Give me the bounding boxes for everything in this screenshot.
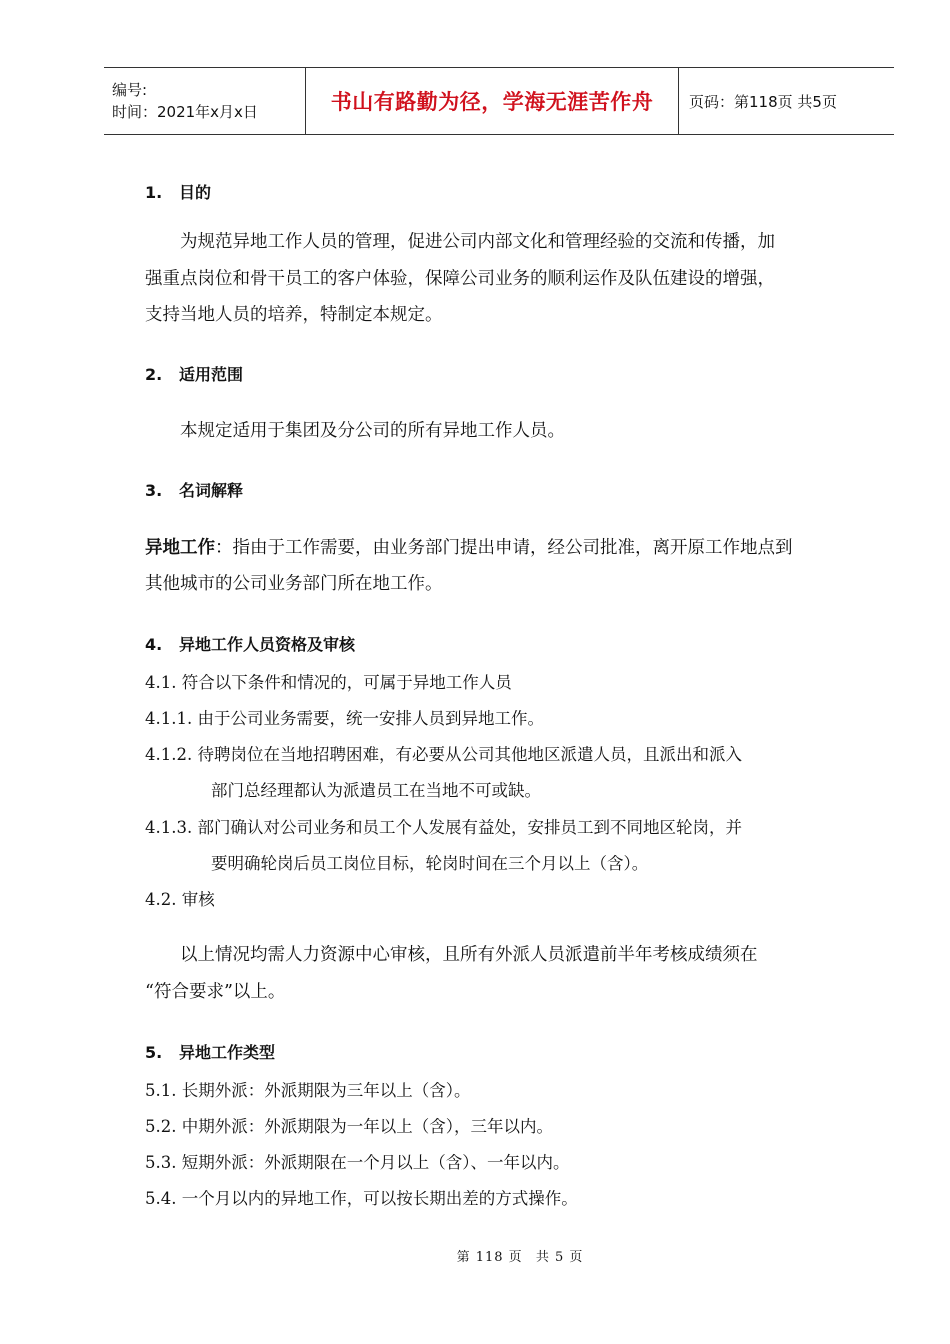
section-title: 名词解释 [179,481,244,500]
item-4-1-2-line-1: 4.1.2. 待聘岗位在当地招聘困难，有必要从公司其他地区派遣人员，且派出和派入 [145,745,742,764]
section-1-line-2: 强重点岗位和骨干员工的客户体验，保障公司业务的顺利运作及队伍建设的增强， [145,269,775,289]
header-motto: 书山有路勤为径，学海无涯苦作舟 [306,68,679,134]
section-1-heading [145,180,211,203]
item-5-3: 5.3. 短期外派：外派期限在一个月以上（含）、一年以内。 [145,1153,570,1172]
section-title: 异地工作类型 [179,1043,276,1062]
section-2-text: 本规定适用于集团及分公司的所有异地工作人员。 [180,421,565,441]
code-label: 编号: [112,81,148,99]
header-meta [104,68,306,134]
section-4-heading [145,632,355,655]
definition-term: 异地工作 [145,538,215,558]
section-number: 2. [145,365,163,384]
section-number: 4. [145,635,163,654]
definition-line-1 [145,531,793,565]
section-number: 3. [145,481,163,500]
item-5-1: 5.1. 长期外派：外派期限为三年以上（含）。 [145,1081,471,1100]
page-footer [0,1246,950,1265]
footer-page-total: 共 5 页 [535,1250,584,1265]
footer-page-current: 第 118 页 [456,1250,523,1265]
section-title: 目的 [179,183,212,202]
section-5-heading [145,1040,275,1063]
section-1-line-3: 支持当地人员的培养，特制定本规定。 [145,305,443,325]
item-5-4: 5.4. 一个月以内的异地工作，可以按长期出差的方式操作。 [145,1189,578,1208]
item-4-2: 4.2. 审核 [145,890,215,909]
section-number: 5. [145,1043,163,1062]
item-4-1-1: 4.1.1. 由于公司业务需要，统一安排人员到异地工作。 [145,709,544,728]
section-3-heading [145,478,243,501]
audit-paragraph-line-2: “符合要求”以上。 [145,982,286,1002]
definition-text: ：指由于工作需要，由业务部门提出申请，经公司批准，离开原工作地点到 [215,538,793,558]
definition-line-2: 其他城市的公司业务部门所在地工作。 [145,574,443,594]
item-4-1-3-line-2: 要明确轮岗后员工岗位目标，轮岗时间在三个月以上（含）。 [211,854,649,873]
section-number: 1. [145,183,163,202]
item-4-1-2-line-2: 部门总经理都认为派遣员工在当地不可或缺。 [211,781,541,800]
item-4-1-3-line-1: 4.1.3. 部门确认对公司业务和员工个人发展有益处，安排员工到不同地区轮岗，并 [145,818,742,837]
section-1-line-1: 为规范异地工作人员的管理，促进公司内部文化和管理经验的交流和传播，加 [180,232,775,252]
section-2-heading [145,362,243,385]
section-title: 异地工作人员资格及审核 [179,635,356,654]
header-page-info: 页码：第118页 共5页 [689,92,837,111]
document-header [104,67,894,135]
time-label: 时间：2021年x月x日 [112,103,258,121]
audit-paragraph-line-1: 以上情况均需人力资源中心审核，且所有外派人员派遣前半年考核成绩须在 [180,945,758,965]
item-5-2: 5.2. 中期外派：外派期限为一年以上（含），三年以内。 [145,1117,553,1136]
item-4-1: 4.1. 符合以下条件和情况的，可属于异地工作人员 [145,673,512,692]
section-title: 适用范围 [179,365,244,384]
